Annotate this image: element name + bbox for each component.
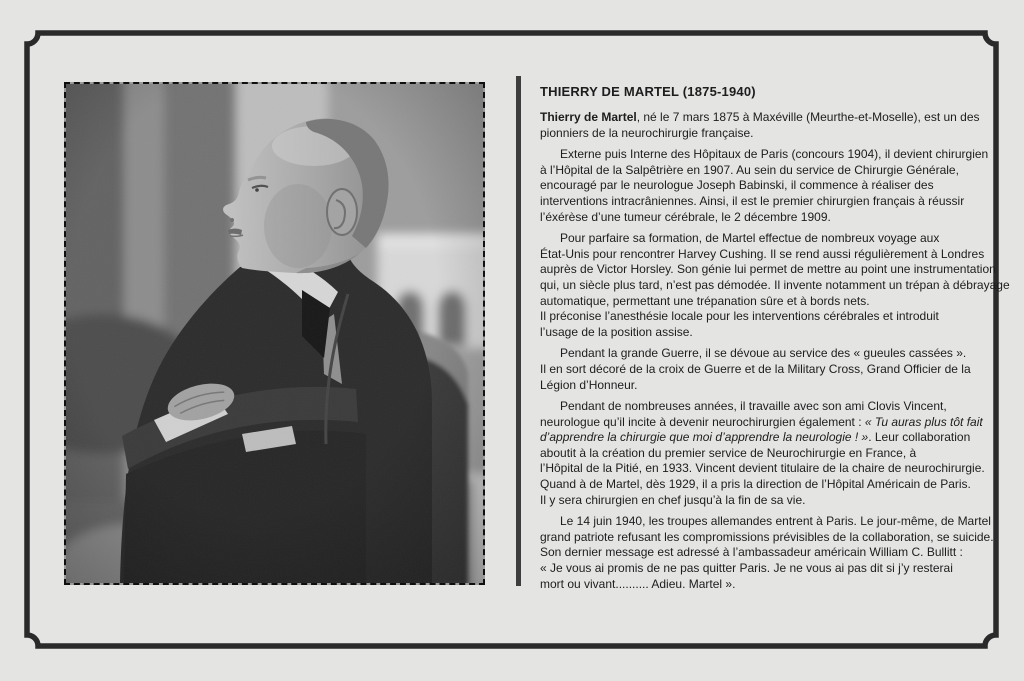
bio-paragraph: Pendant de nombreuses années, il travaille avec son ami Clovis Vincent, neurologue qu’il incite à devenir neurochirurgien également : « Tu auras plus tôt fait d’apprendre la chirurgie que moi d’apprendre la neurologie ! ». Leur collaboration aboutit à la création du premier service de Neurochirurgie en France, à l’Hôpital de la Pitié, en 1933. Vincent devient titulaire de la chaire de neurochirurgie. Quand à de Martel, dès 1929, il a pris la direction de l’Hôpital Américain de Paris. Il y sera chirurgien en chef jusqu’à la fin de sa vie.: [540, 399, 985, 507]
bio-paragraph: Pour parfaire sa formation, de Martel effectue de nombreux voyage aux État-Unis pour rencontrer Harvey Cushing. Il se rend aussi régulièrement à Londres auprès de Victor Horsley. Son génie lui permet de mettre au point une instrumentation qui, un siècle plus tard, n’est pas démodée. Il invente notamment un trépan à débrayage automatique, permettant une trépanation sûre et à bords nets. Il préconise l’anesthésie locale pour les interventions cérébrales et introduit l’usage de la position assise.: [540, 231, 1010, 339]
bio-paragraph: Pendant la grande Guerre, il se dévoue au service des « gueules cassées ». Il en sort décoré de la croix de Guerre et de la Military Cross, Grand Officier de la Légion d’Honneur.: [540, 346, 971, 392]
vertical-divider: [516, 76, 521, 586]
bio-paragraph: Le 14 juin 1940, les troupes allemandes entrent à Paris. Le jour-même, de Martel grand patriote refusant les compromissions prévisibles de la collaboration, se suicide. Son dernier message est adressé à l’ambassadeur américain William C. Bullitt : « Je vous ai promis de ne pas quitter Paris. Je ne vous ai pas dit si j’y resterai mort ou vivant.......... Adieu. Martel ».: [540, 514, 994, 591]
article-title: THIERRY DE MARTEL (1875-1940): [540, 84, 756, 99]
portrait-illustration: [66, 84, 483, 583]
biography-article: [540, 84, 1012, 598]
bio-paragraph: Externe puis Interne des Hôpitaux de Paris (concours 1904), il devient chirurgien à l’Hôpital de la Salpêtrière en 1907. Au sein du service de Chirurgie Générale, encouragé par le neurologue Joseph Babinski, il commence à réaliser des interventions intracrâniennes. Ainsi, il est le premier chirurgien français à réussir l’éxérèse d’une tumeur cérébrale, le 2 décembre 1909.: [540, 147, 989, 224]
bio-paragraph: Thierry de Martel, né le 7 mars 1875 à Maxéville (Meurthe-et-Moselle), est un des pionniers de la neurochirurgie française.: [540, 110, 980, 140]
portrait-photo: [64, 82, 485, 585]
article-body: [540, 110, 1012, 592]
